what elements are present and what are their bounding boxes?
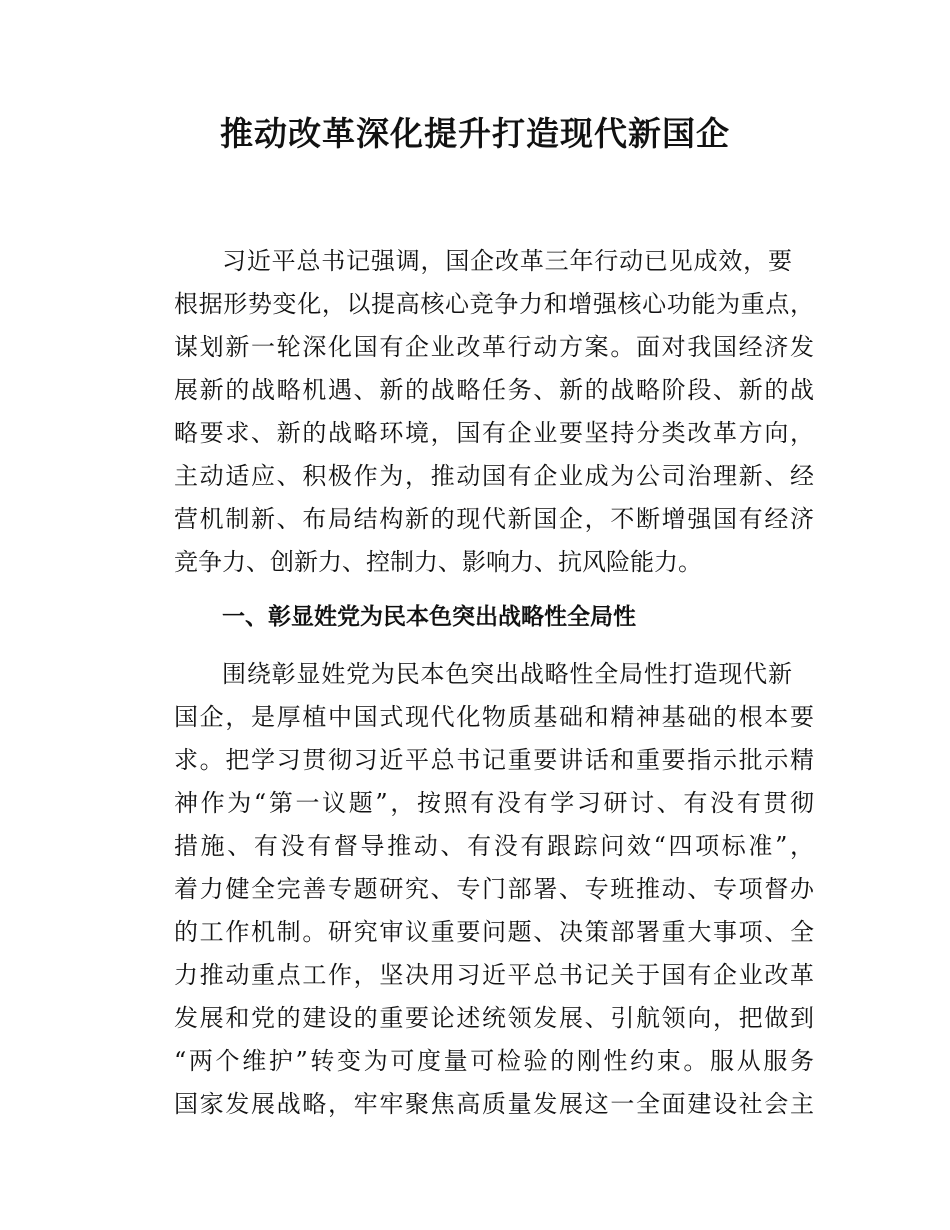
paragraph-2-line-3: 求。把学习贯彻习近平总书记重要讲话和重要指示批示精 — [174, 746, 814, 774]
paragraph-2-line-11: 国家发展战略，牢牢聚焦高质量发展这一全面建设社会主 — [174, 1090, 814, 1118]
paragraph-1-line-6: 主动适应、积极作为，推动国有企业成为公司治理新、经 — [174, 462, 814, 490]
paragraph-2-line-2: 国企，是厚植中国式现代化物质基础和精神基础的根本要 — [174, 703, 814, 731]
paragraph-1-line-4: 展新的战略机遇、新的战略任务、新的战略阶段、新的战 — [174, 376, 814, 404]
paragraph-2-line-9: 发展和党的建设的重要论述统领发展、引航领向，把做到 — [174, 1004, 814, 1032]
paragraph-2-line-7: 的工作机制。研究审议重要问题、决策部署重大事项、全 — [174, 918, 814, 946]
paragraph-2-line-4: 神作为“第一议题”，按照有没有学习研讨、有没有贯彻 — [174, 789, 814, 817]
paragraph-2-line-1: 围绕彰显姓党为民本色突出战略性全局性打造现代新 — [222, 660, 792, 688]
paragraph-1-line-3: 谋划新一轮深化国有企业改革行动方案。面对我国经济发 — [174, 333, 814, 361]
paragraph-1-line-2: 根据形势变化，以提高核心竞争力和增强核心功能为重点， — [174, 290, 814, 318]
paragraph-2-line-5: 措施、有没有督导推动、有没有跟踪问效“四项标准”， — [174, 832, 814, 860]
section-heading-1: 一、彰显姓党为民本色突出战略性全局性 — [222, 604, 636, 630]
paragraph-1-line-8: 竞争力、创新力、控制力、影响力、抗风险能力。 — [174, 548, 702, 576]
paragraph-1-line-1: 习近平总书记强调，国企改革三年行动已见成效，要 — [222, 247, 792, 275]
paragraph-2-line-6: 着力健全完善专题研究、专门部署、专班推动、专项督办 — [174, 875, 814, 903]
document-title: 推动改革深化提升打造现代新国企 — [220, 114, 730, 153]
paragraph-2-line-8: 力推动重点工作，坚决用习近平总书记关于国有企业改革 — [174, 961, 814, 989]
paragraph-2-line-10: “两个维护”转变为可度量可检验的刚性约束。服从服务 — [174, 1047, 814, 1075]
paragraph-1-line-7: 营机制新、布局结构新的现代新国企，不断增强国有经济 — [174, 505, 814, 533]
paragraph-1-line-5: 略要求、新的战略环境，国有企业要坚持分类改革方向， — [174, 419, 814, 447]
